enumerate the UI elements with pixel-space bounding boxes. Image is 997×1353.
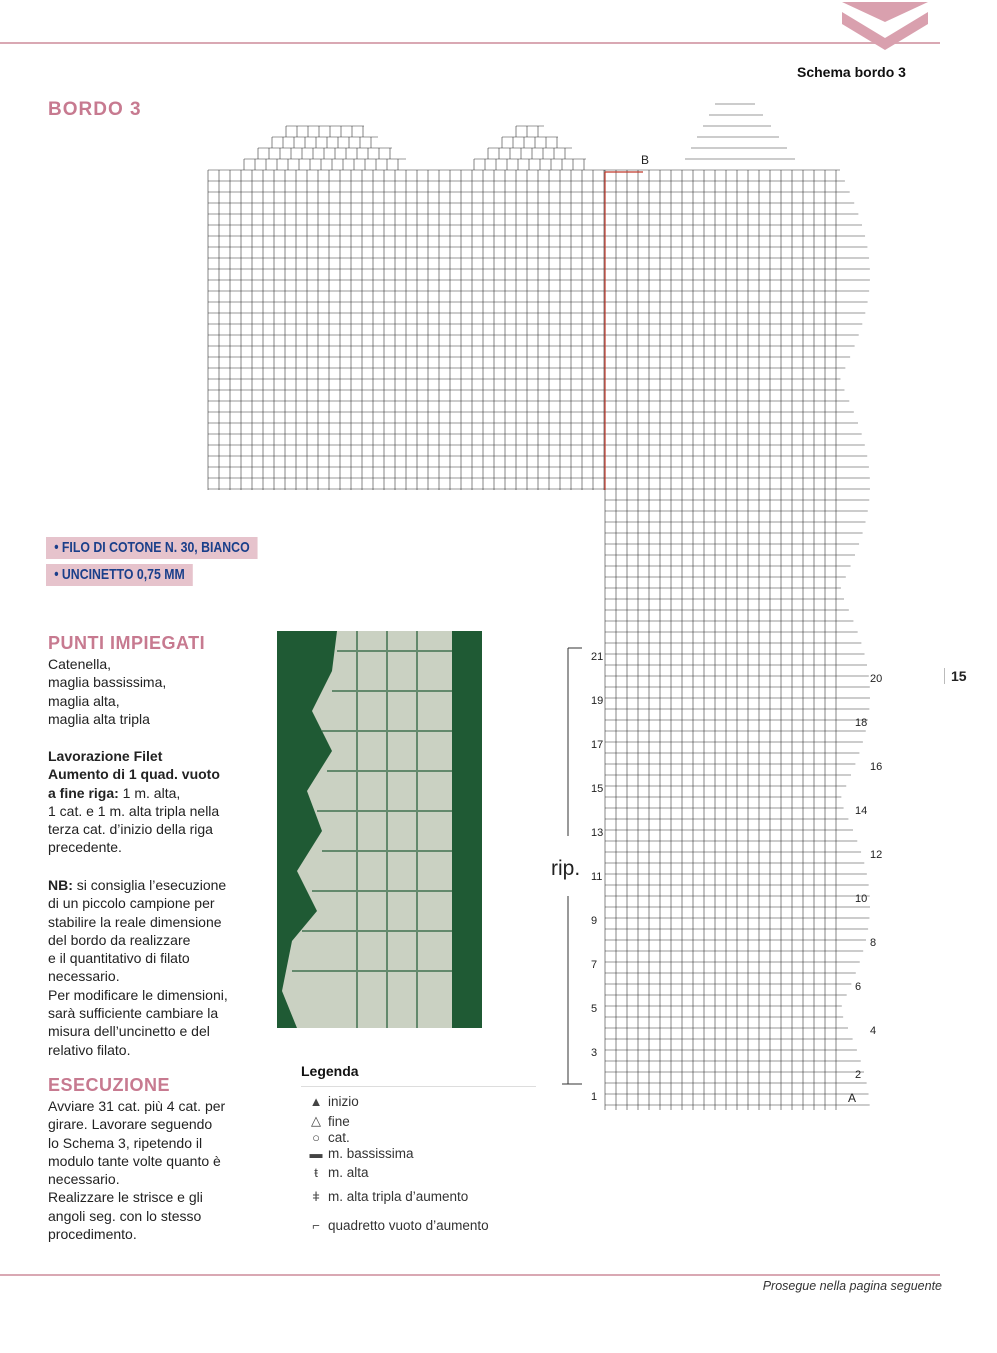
- legend-item: [304, 1113, 350, 1129]
- legend-divider: [301, 1086, 536, 1087]
- legend-label: m. alta: [328, 1165, 369, 1180]
- chart-row-number: 19: [591, 695, 604, 707]
- nb-line: misura dell’uncinetto e del: [48, 1023, 210, 1040]
- legend-item: [304, 1130, 350, 1145]
- legend-label: m. bassissima: [328, 1146, 414, 1161]
- filet-line: precedente.: [48, 839, 122, 856]
- nb-line: Per modificare le dimensioni,: [48, 986, 228, 1003]
- legend-label: cat.: [328, 1130, 350, 1145]
- page-number: 15: [944, 668, 967, 684]
- esecuzione-line: Avviare 31 cat. più 4 cat. per: [48, 1098, 226, 1114]
- legend-title: Legenda: [301, 1063, 359, 1079]
- filet-heading: Aumento di 1 quad. vuoto: [48, 766, 220, 783]
- start-arrow-icon: ▲: [309, 1094, 323, 1109]
- chart-row-number: 9: [591, 915, 598, 927]
- chart-row-number: 13: [591, 827, 604, 839]
- chart-row-number: 1: [591, 1091, 598, 1103]
- chart-row-number: 2: [855, 1069, 862, 1081]
- slip-stitch-icon: ▬: [309, 1146, 323, 1161]
- double-crochet-icon: ŧ: [314, 1165, 318, 1180]
- footer-continue: Prosegue nella pagina seguente: [762, 1279, 942, 1293]
- legend-item: [304, 1189, 468, 1204]
- section-title: BORDO 3: [48, 99, 142, 120]
- schema-title: Schema bordo 3: [797, 64, 906, 80]
- chart-marker-a: A: [848, 1091, 857, 1105]
- lace-photo: [277, 631, 482, 1028]
- punti-line: maglia alta,: [48, 692, 120, 709]
- esecuzione-line: lo Schema 3, ripetendo il: [48, 1134, 203, 1151]
- nb-line: stabilire la reale dimensione: [48, 913, 222, 930]
- filet-heading: Lavorazione Filet: [48, 748, 163, 764]
- bottom-rule: [0, 1274, 940, 1276]
- hook-tag: • UNCINETTO 0,75 MM: [46, 564, 193, 586]
- nb-line: relativo filato.: [48, 1041, 131, 1058]
- legend-label: inizio: [328, 1094, 359, 1109]
- esecuzione-block: [48, 1097, 273, 1243]
- repeat-bracket: [560, 646, 584, 1086]
- triple-treble-increase-icon: ǂ: [312, 1189, 320, 1204]
- filet-line: terza cat. d’inizio della riga: [48, 821, 213, 838]
- chart-row-number: 16: [870, 761, 883, 773]
- esecuzione-line: angoli seg. con lo stesso: [48, 1207, 202, 1224]
- nb-line: sarà sufficiente cambiare la: [48, 1005, 219, 1022]
- punti-line: maglia alta tripla: [48, 710, 150, 727]
- legend-item: [304, 1165, 369, 1180]
- filet-heading: a fine riga:: [48, 784, 119, 801]
- chevron-ornament-icon: [840, 0, 930, 58]
- nb-block: [48, 876, 273, 1059]
- chain-icon: ○: [312, 1130, 320, 1145]
- chart-row-number: 4: [870, 1025, 877, 1037]
- punti-title: PUNTI IMPIEGATI: [48, 633, 206, 653]
- filet-line: 1 cat. e 1 m. alta tripla nella: [48, 802, 220, 819]
- punti-list: [48, 655, 263, 728]
- nb-line: e il quantitativo di filato: [48, 950, 190, 967]
- chart-row-number: 17: [591, 739, 604, 751]
- chart-row-number: 20: [870, 673, 883, 685]
- chart-row-number: 7: [591, 959, 598, 971]
- esecuzione-line: modulo tante volte quanto è: [48, 1152, 221, 1169]
- legend-label: m. alta tripla d’aumento: [328, 1189, 469, 1204]
- legend-item: [304, 1218, 489, 1233]
- legend-label: quadretto vuoto d’aumento: [328, 1218, 489, 1233]
- repeat-label: rip.: [551, 857, 581, 880]
- end-arrow-icon: △: [311, 1113, 321, 1128]
- nb-text: si consiglia l’esecuzione: [72, 877, 227, 893]
- chart-row-number: 14: [855, 805, 868, 817]
- top-rule: [0, 42, 940, 44]
- esecuzione-title: ESECUZIONE: [48, 1075, 171, 1095]
- chart-row-number: 5: [591, 1003, 598, 1015]
- chart-row-number: 10: [855, 893, 868, 905]
- chart-row-number: 8: [870, 937, 877, 949]
- chart-row-number: 11: [591, 871, 603, 883]
- punti-line: Catenella,: [48, 656, 112, 672]
- empty-square-increase-icon: ⌐: [312, 1218, 320, 1233]
- punti-line: maglia bassissima,: [48, 674, 167, 691]
- chart-row-number: 15: [591, 783, 604, 795]
- esecuzione-line: girare. Lavorare seguendo: [48, 1116, 213, 1133]
- esecuzione-line: necessario.: [48, 1171, 120, 1188]
- nb-line: necessario.: [48, 968, 120, 985]
- chart-row-number: 18: [855, 717, 868, 729]
- esecuzione-line: Realizzare le strisce e gli: [48, 1189, 203, 1206]
- nb-line: del bordo da realizzare: [48, 931, 191, 948]
- chart-marker-b: B: [641, 153, 650, 167]
- legend-item: [304, 1094, 359, 1109]
- nb-label: NB:: [48, 877, 73, 893]
- filet-block: [48, 747, 263, 857]
- filet-text: 1 m. alta,: [118, 784, 181, 801]
- thread-tag: • FILO DI COTONE N. 30, BIANCO: [46, 537, 258, 559]
- chart-row-number: 3: [591, 1047, 598, 1059]
- chart-row-number: 12: [870, 849, 883, 861]
- legend-item: [304, 1146, 414, 1161]
- legend-label: fine: [328, 1113, 350, 1129]
- chart-row-number: 6: [855, 981, 862, 993]
- chart-row-number: 21: [591, 651, 604, 663]
- esecuzione-line: procedimento.: [48, 1226, 137, 1243]
- nb-line: di un piccolo campione per: [48, 895, 215, 912]
